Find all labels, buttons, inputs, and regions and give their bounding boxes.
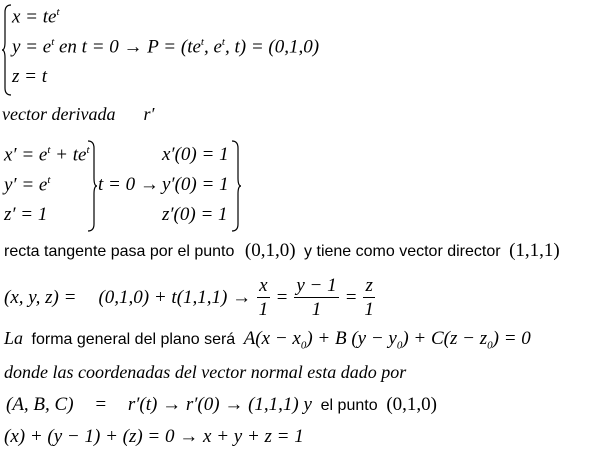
derivative-x: $x' = e^t + te^t$ (4, 144, 90, 166)
fraction-z: $\frac{z}{1}$ (364, 275, 374, 320)
value-z-prime: z′(0) = 1 (162, 204, 228, 225)
final-equation: (x) + (y − 1) + (z) = 0 → x + y + z = 1 (4, 426, 304, 447)
value-y-prime: y′(0) = 1 (162, 174, 229, 195)
normal-vector-text: donde las coordenadas del vector normal esta dado por (4, 362, 407, 382)
param-line-x: $x = te^t$ (12, 6, 60, 28)
right-brace-derivatives (88, 140, 98, 232)
fraction-x: $\frac{x}{1}$ (258, 275, 269, 320)
evaluation-arrow: t = 0 → (98, 174, 159, 195)
normal-equation: (A, B, C) = r′(t) → r′(0) → (1,1,1) y el punto (0,1,0) (6, 394, 437, 415)
derivative-z: z′ = 1 (4, 204, 48, 225)
vector-derivada-label: vector derivada r′ (2, 104, 155, 124)
tangent-line-statement: recta tangente pasa por el punto (0,1,0) y tiene como vector director (1,1,1) (4, 240, 560, 261)
line-equation: (x, y, z) = (0,1,0) + t(1,1,1) → $\frac{x}{1}$ = $\frac{y - 1}{1}$ = $\frac{z}{1}$ (4, 275, 374, 320)
value-x-prime: x′(0) = 1 (162, 144, 229, 165)
derivative-y: $y' = e^t$ (4, 174, 51, 196)
param-line-z: z = t (12, 66, 47, 87)
right-brace-values (232, 140, 242, 232)
param-line-y: $y = e^t$ en $t = 0 \to P = (te^t$, $e^t$, t) = (0,1,0) (12, 36, 320, 58)
fraction-y: $\frac{y - 1}{1}$ (296, 275, 337, 320)
plane-general-form: La forma general del plano será $A(x - x_0) + B$ $(y - y_0) + C(z - z_0) = 0$ (4, 328, 531, 352)
left-brace-param (2, 4, 12, 96)
